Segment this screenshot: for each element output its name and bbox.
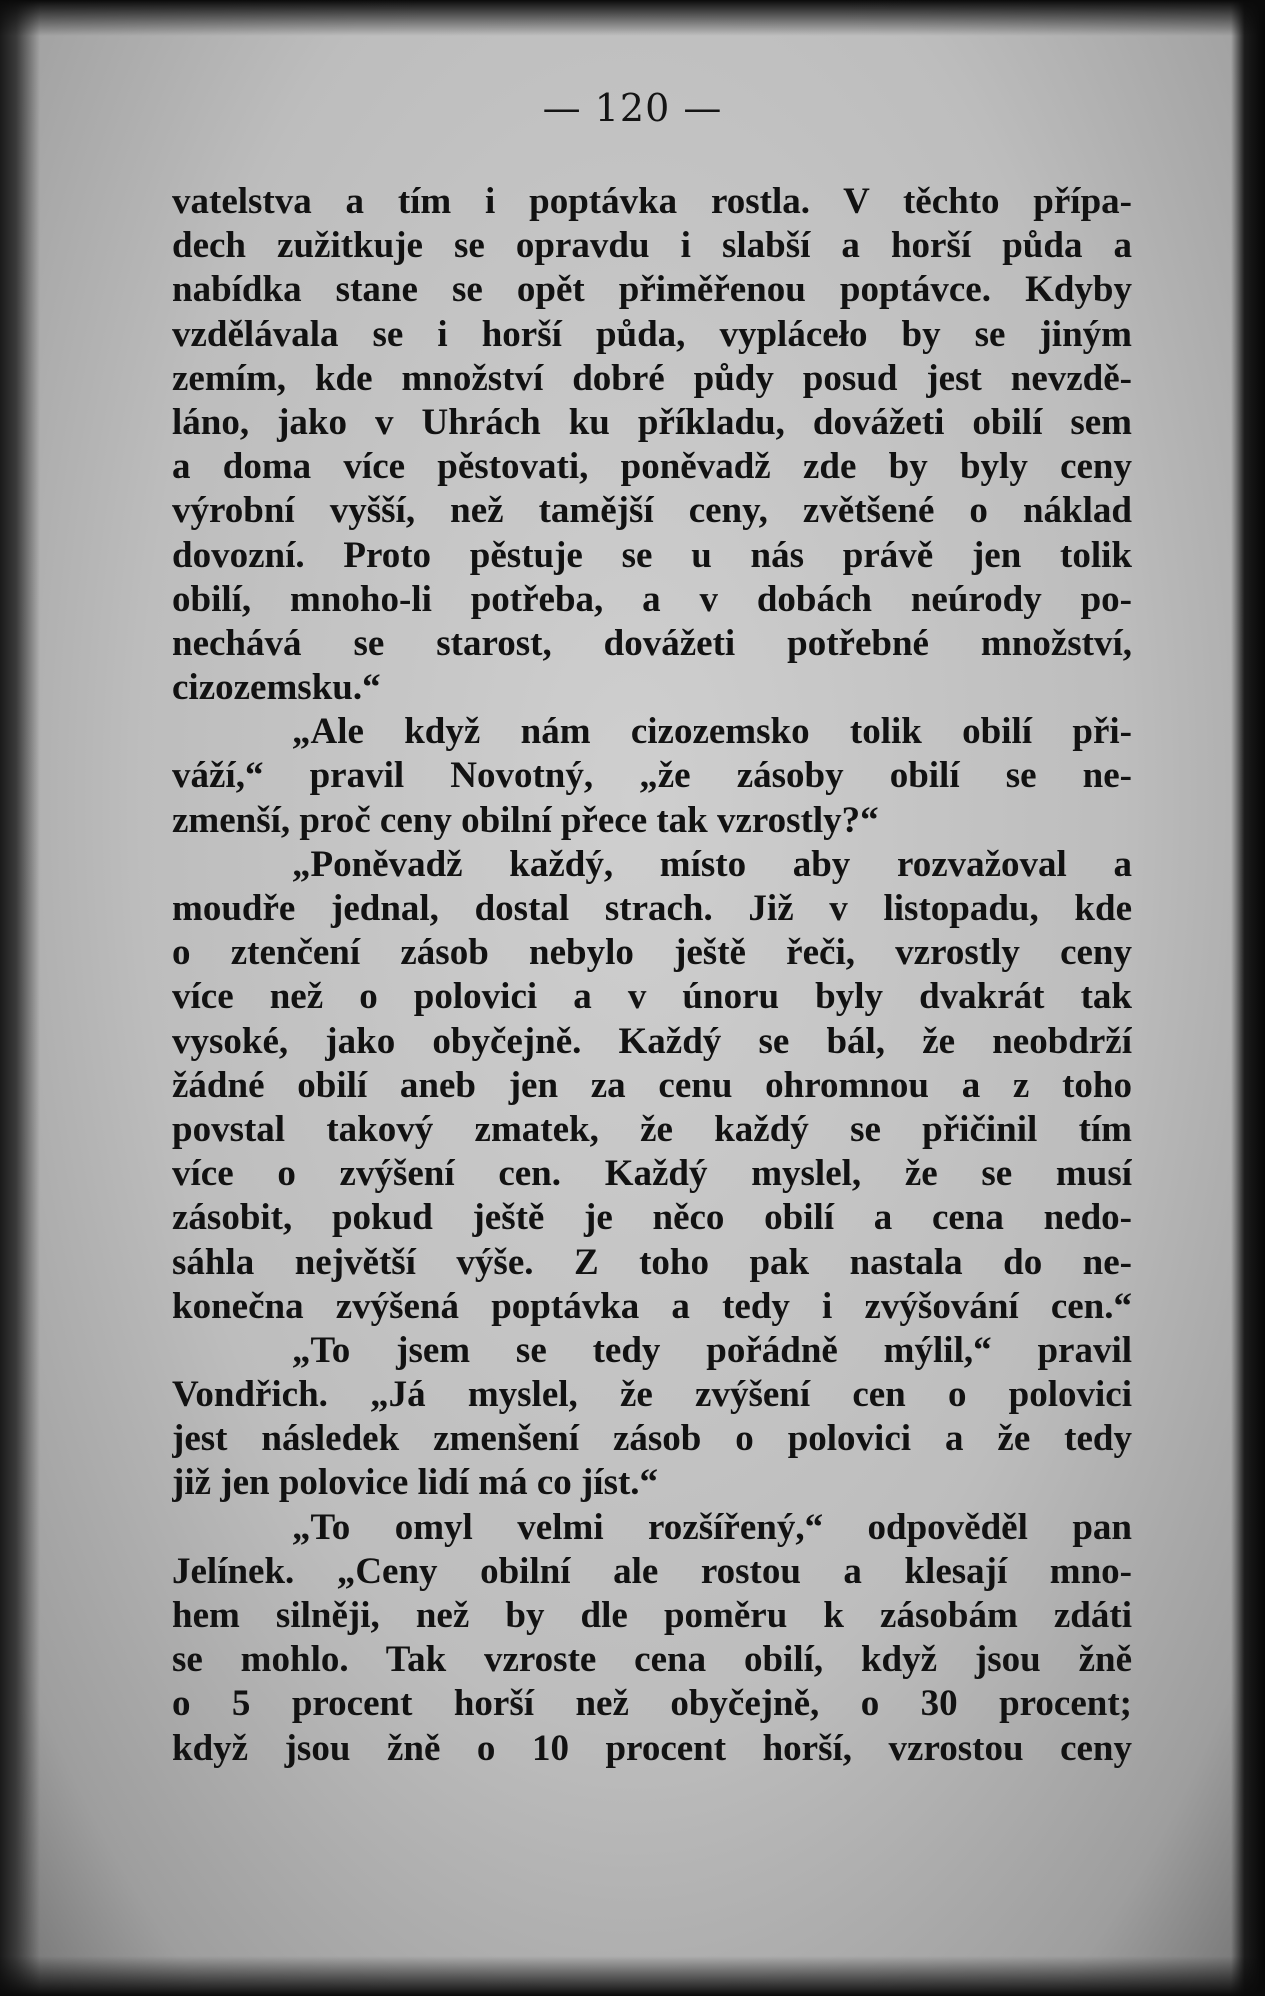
- text-line: více než o polovici a v únoru byly dvakrát tak: [172, 976, 1132, 1018]
- text-line: o ztenčení zásob nebylo ještě řeči, vzrostly ceny: [172, 932, 1132, 974]
- text-line: konečna zvýšená poptávka a tedy i zvýšování cen.“: [172, 1285, 1132, 1327]
- text-line: „Ale když nám cizozemsko tolik obilí při-: [292, 711, 1132, 753]
- page-shadow-bottom: [0, 1956, 1265, 1996]
- text-line: hem silněji, než by dle poměru k zásobám zdáti: [172, 1595, 1132, 1636]
- text-line: zásobit, pokud ještě je něco obilí a cena nedo-: [172, 1197, 1132, 1239]
- page-shadow-top: [0, 0, 1265, 36]
- text-line: nabídka stane se opět přiměřenou poptávce. Kdyby: [172, 269, 1132, 311]
- text-line: „Poněvadž každý, místo aby rozvažoval a: [292, 843, 1132, 885]
- page-shadow-left: [0, 0, 40, 1996]
- body-text: [172, 180, 1132, 1771]
- text-line: dovozní. Proto pěstuje se u nás právě jen tolik: [172, 534, 1132, 576]
- text-line: výrobní vyšší, než tamější ceny, zvětšené o náklad: [172, 490, 1132, 532]
- text-line: a doma více pěstovati, poněvadž zde by byly ceny: [172, 446, 1132, 488]
- text-line: o 5 procent horší než obyčejně, o 30 procent;: [172, 1683, 1132, 1725]
- text-line: láno, jako v Uhrách ku příkladu, dovážeti obilí sem: [172, 401, 1132, 443]
- text-line: „To jsem se tedy pořádně mýlil,“ pravil: [292, 1329, 1132, 1371]
- text-line: sáhla největší výše. Z toho pak nastala do ne-: [172, 1241, 1132, 1283]
- text-line: již jen polovice lidí má co jíst.“: [172, 1462, 659, 1504]
- page-number: — 120 —: [542, 86, 723, 130]
- text-line: více o zvýšení cen. Každý myslel, že se musí: [172, 1153, 1132, 1195]
- text-line: „To omyl velmi rozšířený,“ odpověděl pan: [292, 1506, 1132, 1548]
- text-line: moudře jednal, dostal strach. Již v listopadu, kde: [172, 888, 1132, 929]
- text-line: když jsou žně o 10 procent horší, vzrostou ceny: [172, 1727, 1132, 1769]
- text-line: váží,“ pravil Novotný, „že zásoby obilí se ne-: [172, 755, 1132, 797]
- text-line: cizozemsku.“: [172, 667, 381, 709]
- text-line: Jelínek. „Ceny obilní ale rostou a klesají mno-: [172, 1550, 1132, 1592]
- text-line: vatelstva a tím i poptávka rostla. V těchto přípa-: [172, 181, 1132, 222]
- text-line: povstal takový zmatek, že každý se přičinil tím: [172, 1108, 1132, 1150]
- text-line: dech zužitkuje se opravdu i slabší a horší půda a: [172, 225, 1132, 267]
- text-line: obilí, mnoho-li potřeba, a v dobách neúrody po-: [172, 578, 1132, 620]
- text-line: jest následek zmenšení zásob o polovici a že tedy: [172, 1418, 1132, 1460]
- text-line: vysoké, jako obyčejně. Každý se bál, že neobdrží: [172, 1020, 1132, 1062]
- text-line: Vondřich. „Já myslel, že zvýšení cen o polovici: [172, 1374, 1132, 1416]
- page-shadow-right: [1231, 0, 1265, 1996]
- text-line: se mohlo. Tak vzroste cena obilí, když jsou žně: [172, 1639, 1132, 1681]
- text-line: zmenší, proč ceny obilní přece tak vzrostly?“: [172, 799, 879, 841]
- text-line: vzdělávala se i horší půda, vypláceło by se jiným: [172, 313, 1132, 355]
- text-line: nechává se starost, dovážeti potřebné množství,: [172, 622, 1132, 664]
- text-line: žádné obilí aneb jen za cenu ohromnou a z toho: [172, 1064, 1132, 1106]
- text-line: zemím, kde množství dobré půdy posud jest nevzdě-: [172, 357, 1132, 399]
